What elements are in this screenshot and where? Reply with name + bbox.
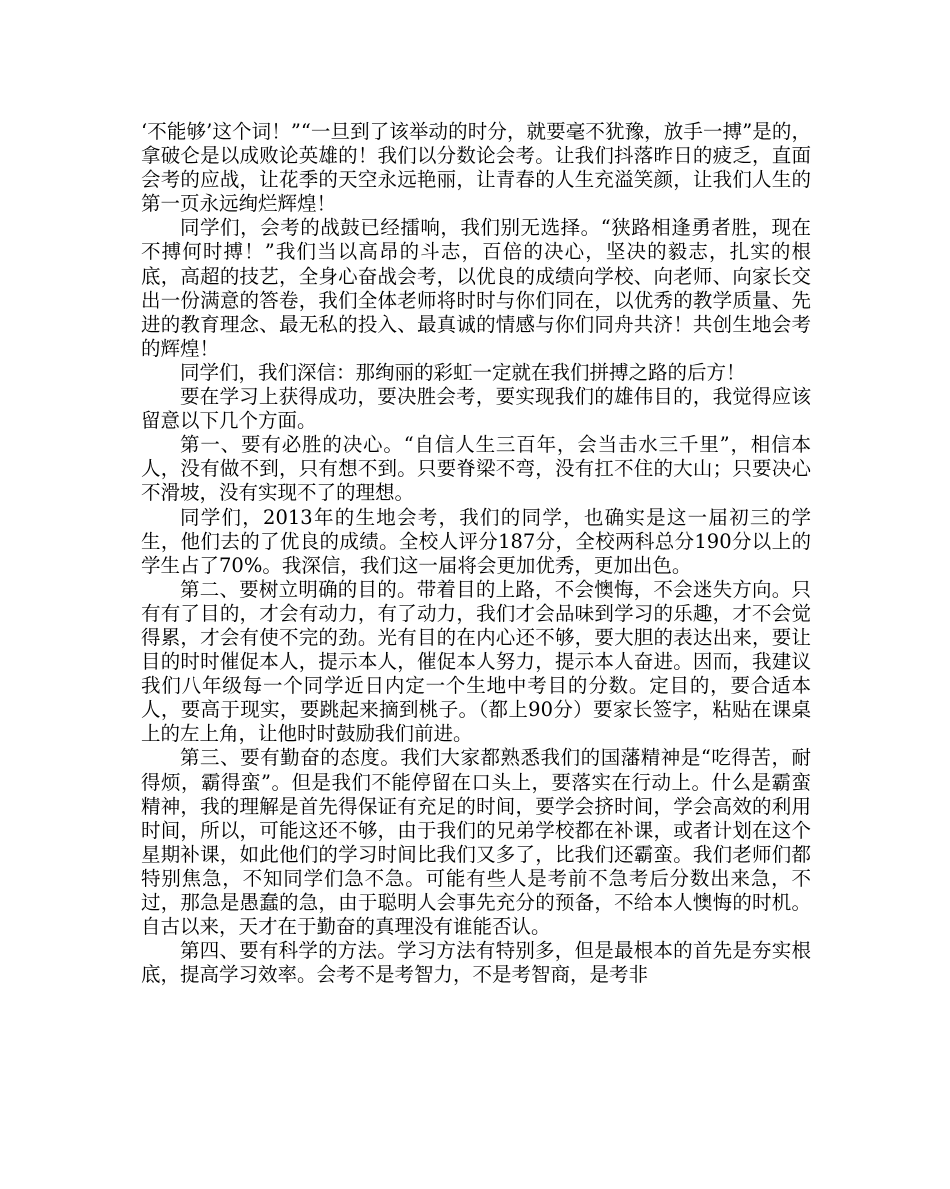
paragraph-past-results: 同学们，2013年的生地会考，我们的同学，也确实是这一届初三的学生，他们去的了优良的成绩。全校人评分187分，全校两科总分190分以上的学生占了70%。我深信，我们这一届将会更加优秀，更加出色。: [141, 505, 811, 577]
paragraph-continuation: ‘不能够’这个词！”“一旦到了该举动的时分，就要毫不犹豫，放手一搏”是的，拿破仑是以成败论英雄的！我们以分数论会考。让我们抖落昨日的疲乏，直面会考的应战，让花季的天空永远艳丽，让青春的人生充溢笑颜，让我们人生的第一页永远绚烂辉煌！: [141, 120, 811, 216]
document-page: [141, 120, 811, 987]
paragraph-intro-points: 要在学习上获得成功，要决胜会考，要实现我们的雄伟目的，我觉得应该留意以下几个方面。: [141, 385, 811, 433]
paragraph-exam-call: 同学们，会考的战鼓已经擂响，我们别无选择。“狭路相逢勇者胜，现在不搏何时搏！”我们当以高昂的斗志，百倍的决心，坚决的毅志，扎实的根底，高超的技艺，全身心奋战会考，以优良的成绩向学校、向老师、向家长交出一份满意的答卷，我们全体老师将时时与你们同在，以优秀的教学质量、先进的教育理念、最无私的投入、最真诚的情感与你们同舟共济！共创生地会考的辉煌！: [141, 216, 811, 360]
paragraph-point-two: 第二、要树立明确的目的。带着目的上路，不会懊悔，不会迷失方向。只有有了目的，才会有动力，有了动力，我们才会品味到学习的乐趣，才不会觉得累，才会有使不完的劲。光有目的在内心还不够，要大胆的表达出来，要让目的时时催促本人，提示本人，催促本人努力，提示本人奋进。因而，我建议我们八年级每一个同学近日内定一个生地中考目的分数。定目的，要合适本人，要高于现实，要跳起来摘到桃子。（都上90分）要家长签字，粘贴在课桌上的左上角，让他时时鼓励我们前进。: [141, 577, 811, 746]
paragraph-point-one: 第一、要有必胜的决心。“自信人生三百年，会当击水三千里”，相信本人，没有做不到，只有想不到。只要脊梁不弯，没有扛不住的大山；只要决心不滑坡，没有实现不了的理想。: [141, 433, 811, 505]
paragraph-point-three: 第三、要有勤奋的态度。我们大家都熟悉我们的国藩精神是“吃得苦，耐得烦，霸得蛮”。但是我们不能停留在口头上，要落实在行动上。什么是霸蛮精神，我的理解是首先得保证有充足的时间，要学会挤时间，学会高效的利用时间，所以，可能这还不够，由于我们的兄弟学校都在补课，或者计划在这个星期补课，如此他们的学习时间比我们又多了，比我们还霸蛮。我们老师们都特别焦急，不知同学们急不急。可能有些人是考前不急考后分数出来急，不过，那急是愚蠢的急，由于聪明人会事先充分的预备，不给本人懊悔的时机。自古以来，天才在于勤奋的真理没有谁能否认。: [141, 746, 811, 939]
paragraph-point-four: 第四、要有科学的方法。学习方法有特别多，但是最根本的首先是夯实根底，提高学习效率。会考不是考智力，不是考智商，是考非: [141, 939, 811, 987]
paragraph-rainbow: 同学们，我们深信：那绚丽的彩虹一定就在我们拼搏之路的后方！: [180, 360, 746, 384]
